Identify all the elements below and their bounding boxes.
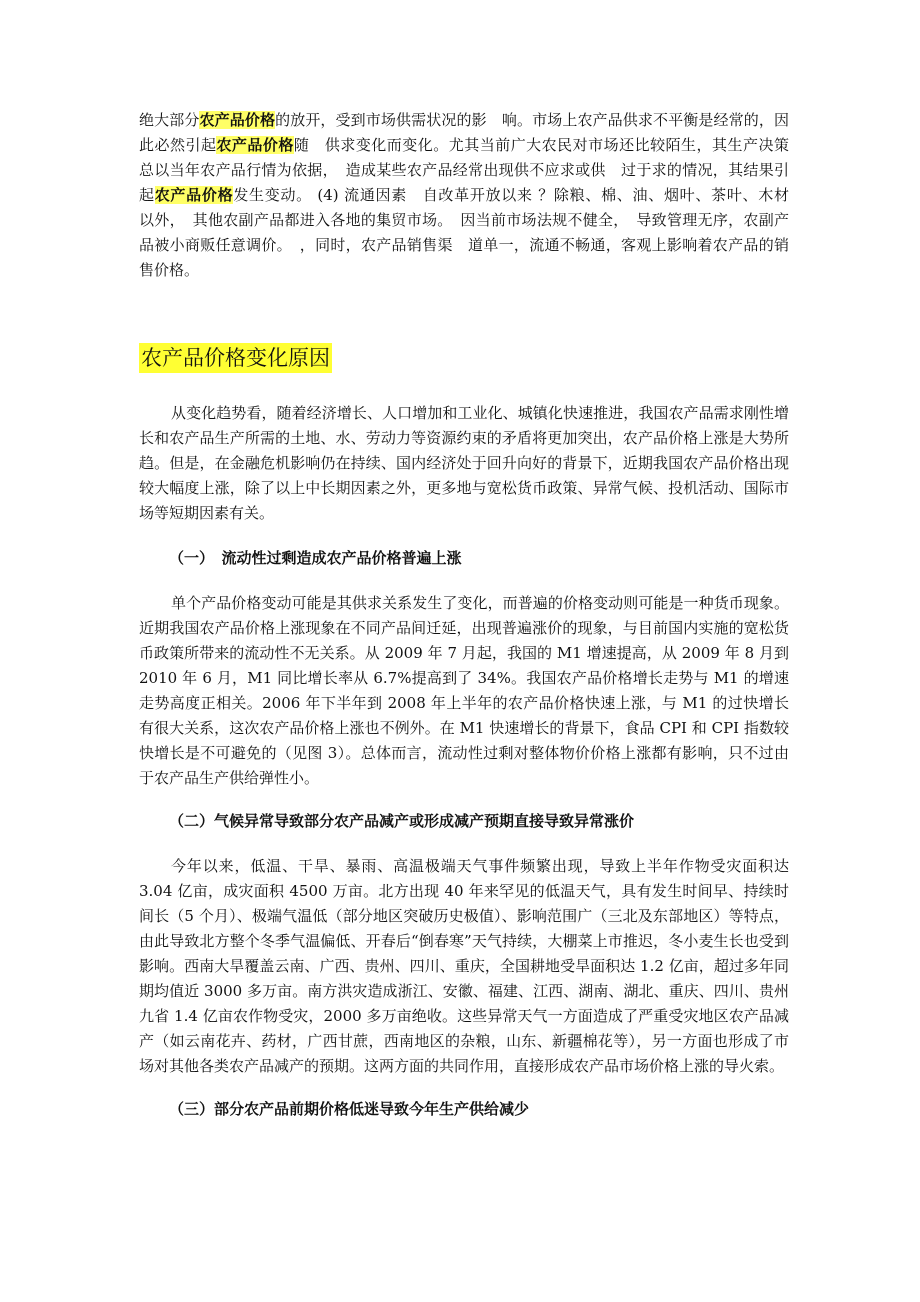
subsection-2-paragraph: 今年以来，低温、干旱、暴雨、高温极端天气事件频繁出现，导致上半年作物受灾面积达 3.04 亿亩，成灾面积 4500 万亩。北方出现 40 年来罕见的低温天气，具有发生时间早、持续时间长（5 个月）、极端气温低（部分地区突破历史极值）、影响范围广（三北及东部地区）等特点，由此导致北方整个冬季气温偏低、开春后“倒春寒”天气持续，大棚菜上市推迟，冬小麦生长也受到影响。西南大旱覆盖云南、广西、贵州、四川、重庆，全国耕地受旱面积达 1.2 亿亩，超过多年同期均值近 3000 多万亩。南方洪灾造成浙江、安徽、福建、江西、湖南、湖北、重庆、四川、贵州九省 1.4 亿亩农作物受灾，2000 多万亩绝收。这些异常天气一方面造成了严重受灾地区农产品减产（如云南花卉、药材，广西甘蔗，西南地区的杂粮，山东、新疆棉花等），另一方面也形成了市场对其他各类农产品减产的预期。这两方面的共同作用，直接形成农产品市场价格上涨的导火索。 bbox=[139, 857, 789, 1075]
highlight-keyword: 农产品价格 bbox=[154, 186, 234, 204]
intro-text-b: 的放开，受到市场供需状况的影 响。市场上农产品供求不平衡是经常的，因此必然引起 bbox=[139, 111, 789, 154]
document-page bbox=[139, 106, 804, 1122]
section-intro-paragraph: 从变化趋势看，随着经济增长、人口增加和工业化、城镇化快速推进，我国农产品需求刚性增长和农产品生产所需的土地、水、劳动力等资源约束的矛盾将更加突出，农产品价格上涨是大势所趋。但是，在金融危机影响仍在持续、国内经济处于回升向好的背景下，近期我国农产品价格出现较大幅度上涨，除了以上中长期因素之外，更多地与宽松货币政策、异常气候、投机活动、国际市场等短期因素有关。 bbox=[139, 404, 789, 522]
intro-text-c: 随 供求变化而变化。尤其当前广大农民对市场还比较陌生，其生产决策 总以当年农产品行情为依据， 造成某些农产品经常出现供不应求或供 过于求的情况，其结果引起 bbox=[139, 136, 804, 204]
section-heading: 农产品价格变化原因 bbox=[139, 343, 332, 373]
subheading-3: （三）部分农产品前期价格低迷导致今年生产供给减少 bbox=[169, 1100, 530, 1118]
subsection-1-paragraph: 单个产品价格变动可能是其供求关系发生了变化，而普遍的价格变动则可能是一种货币现象。近期我国农产品价格上涨现象在不同产品间迁延，出现普遍涨价的现象，与目前国内实施的宽松货币政策所带来的流动性不无关系。从 2009 年 7 月起，我国的 M1 增速提高，从 2009 年 8 月到 2010 年 6 月，M1 同比增长率从 6.7%提高到了 34%。我国农产品价格增长走势与 M1 的增速走势高度正相关。2006 年下半年到 2008 年上半年的农产品价格快速上涨，与 M1 的过快增长有很大关系，这次农产品价格上涨也不例外。在 M1 快速增长的背景下，食品 CPI 和 CPI 指数较快增长是不可避免的（见图 3）。总体而言，流动性过剩对整体物价价格上涨都有影响，只不过由于农产品生产供给弹性小。 bbox=[139, 594, 789, 787]
highlight-keyword: 农产品价格 bbox=[199, 111, 276, 129]
highlight-keyword: 农产品价格 bbox=[216, 136, 294, 154]
intro-text-a: 绝大部分 bbox=[139, 111, 200, 129]
intro-text-d: 发生变动。 (4) 流通因素 自改革开放以来 ？除粮、棉、油、烟叶、茶叶、木材 以外， 其他农副产品都进入各地的集贸市场。 因当前市场法规不健全， 导致管理无序，农副产品被小商贩任意调价。 ，同时，农产品销售渠 道单一，流通不畅通，客观上影响着农产品的销售价格。 bbox=[139, 186, 804, 279]
subheading-1: （一） 流动性过剩造成农产品价格普遍上涨 bbox=[169, 549, 462, 567]
subheading-2: （二）气候异常导致部分农产品减产或形成减产预期直接导致异常涨价 bbox=[169, 812, 635, 830]
intro-paragraph bbox=[139, 108, 804, 283]
